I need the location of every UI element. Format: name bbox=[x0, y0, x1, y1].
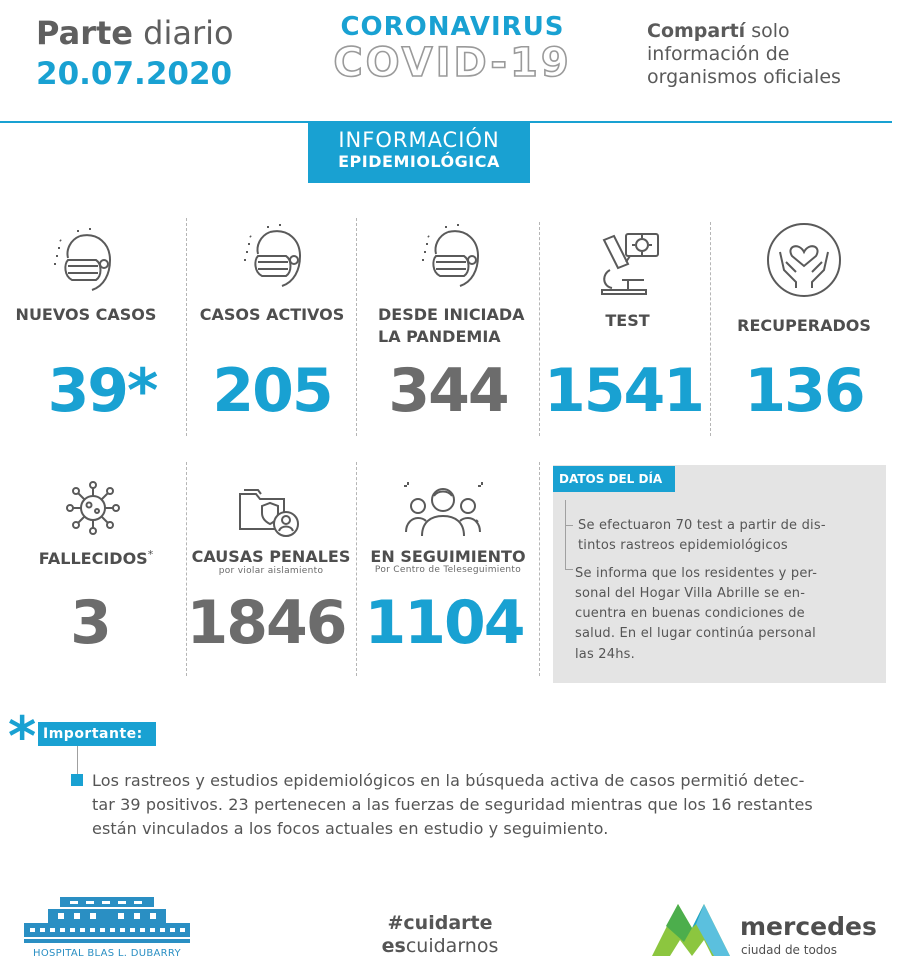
column-divider bbox=[539, 462, 540, 676]
folder-shield-icon bbox=[236, 484, 306, 540]
datos-rule bbox=[565, 500, 566, 570]
bullet-square bbox=[71, 774, 83, 786]
coronavirus-heading: CORONAVIRUS bbox=[340, 12, 565, 42]
test-value: 1541 bbox=[544, 356, 703, 426]
asterisk-mark: * bbox=[8, 705, 37, 768]
seguimiento-label: EN SEGUIMIENTO bbox=[370, 547, 526, 566]
datos-rule bbox=[565, 569, 573, 570]
datos-paragraph-2: Se informa que los residentes y per- sonal del Hogar Villa Abrille se en- cuentra en buenas condiciones de salud. En el lugar continúa personal las 24hs. bbox=[575, 566, 818, 662]
city-name: mercedes bbox=[740, 912, 877, 941]
people-icon bbox=[400, 480, 486, 538]
hospital-name: HOSPITAL BLAS L. DUBARRY bbox=[33, 948, 181, 959]
fallecidos-value: 3 bbox=[70, 588, 110, 658]
causas-penales-sublabel: por violar aislamiento bbox=[218, 566, 324, 576]
casos-activos-value: 205 bbox=[212, 356, 332, 426]
nuevos-casos-label: NUEVOS CASOS bbox=[15, 305, 157, 324]
causas-penales-value: 1846 bbox=[186, 588, 346, 658]
mercedes-logo bbox=[652, 898, 732, 958]
hashtag: #cuidarte escuidarnos bbox=[381, 912, 499, 957]
column-divider bbox=[539, 222, 540, 436]
desde-pandemia-value: 344 bbox=[388, 356, 508, 426]
covid-heading: COVID-19 bbox=[333, 40, 572, 86]
datos-rule bbox=[565, 525, 573, 526]
column-divider bbox=[356, 462, 357, 676]
report-date: 20.07.2020 bbox=[36, 56, 233, 92]
column-divider bbox=[356, 218, 357, 436]
mask-face-icon bbox=[418, 224, 490, 290]
mask-face-icon bbox=[50, 228, 122, 294]
microscope-icon bbox=[598, 230, 664, 296]
test-label: TEST bbox=[605, 311, 650, 330]
casos-activos-label: CASOS ACTIVOS bbox=[199, 305, 345, 324]
hands-heart-icon bbox=[766, 222, 842, 298]
seguimiento-value: 1104 bbox=[364, 588, 524, 658]
fallecidos-label: FALLECIDOS* bbox=[38, 548, 154, 568]
nuevos-casos-value: 39* bbox=[47, 356, 157, 426]
virus-icon bbox=[60, 476, 126, 540]
importante-text: Los rastreos y estudios epidemiológicos en la búsqueda activa de casos permitió detec- tar 39 positivos. 23 pertenecen a las fuerzas de seguridad mientras que los 16 restantes están vinculados a los focos actuales en estudio y seguimiento. bbox=[92, 771, 813, 838]
mask-face-icon bbox=[240, 224, 312, 290]
recuperados-value: 136 bbox=[744, 356, 864, 426]
desde-pandemia-label: DESDE INICIADA LA PANDEMIA bbox=[378, 305, 525, 346]
recuperados-label: RECUPERADOS bbox=[737, 316, 871, 335]
city-tagline: ciudad de todos bbox=[741, 943, 838, 957]
datos-paragraph-1: Se efectuaron 70 test a partir de dis- tintos rastreos epidemiológicos bbox=[578, 518, 826, 554]
datos-tag: DATOS DEL DÍA bbox=[553, 466, 675, 492]
importante-tag: Importante: bbox=[38, 722, 156, 746]
column-divider bbox=[186, 218, 187, 436]
section-banner: INFORMACIÓN EPIDEMIOLÓGICA bbox=[308, 123, 530, 183]
share-notice: Compartí solo información de organismos oficiales bbox=[647, 20, 841, 88]
causas-penales-label: CAUSAS PENALES bbox=[191, 547, 351, 566]
report-title: Parte diario bbox=[36, 14, 234, 52]
hospital-logo bbox=[22, 895, 192, 945]
column-divider bbox=[710, 222, 711, 436]
seguimiento-sublabel: Por Centro de Teleseguimiento bbox=[374, 565, 522, 575]
